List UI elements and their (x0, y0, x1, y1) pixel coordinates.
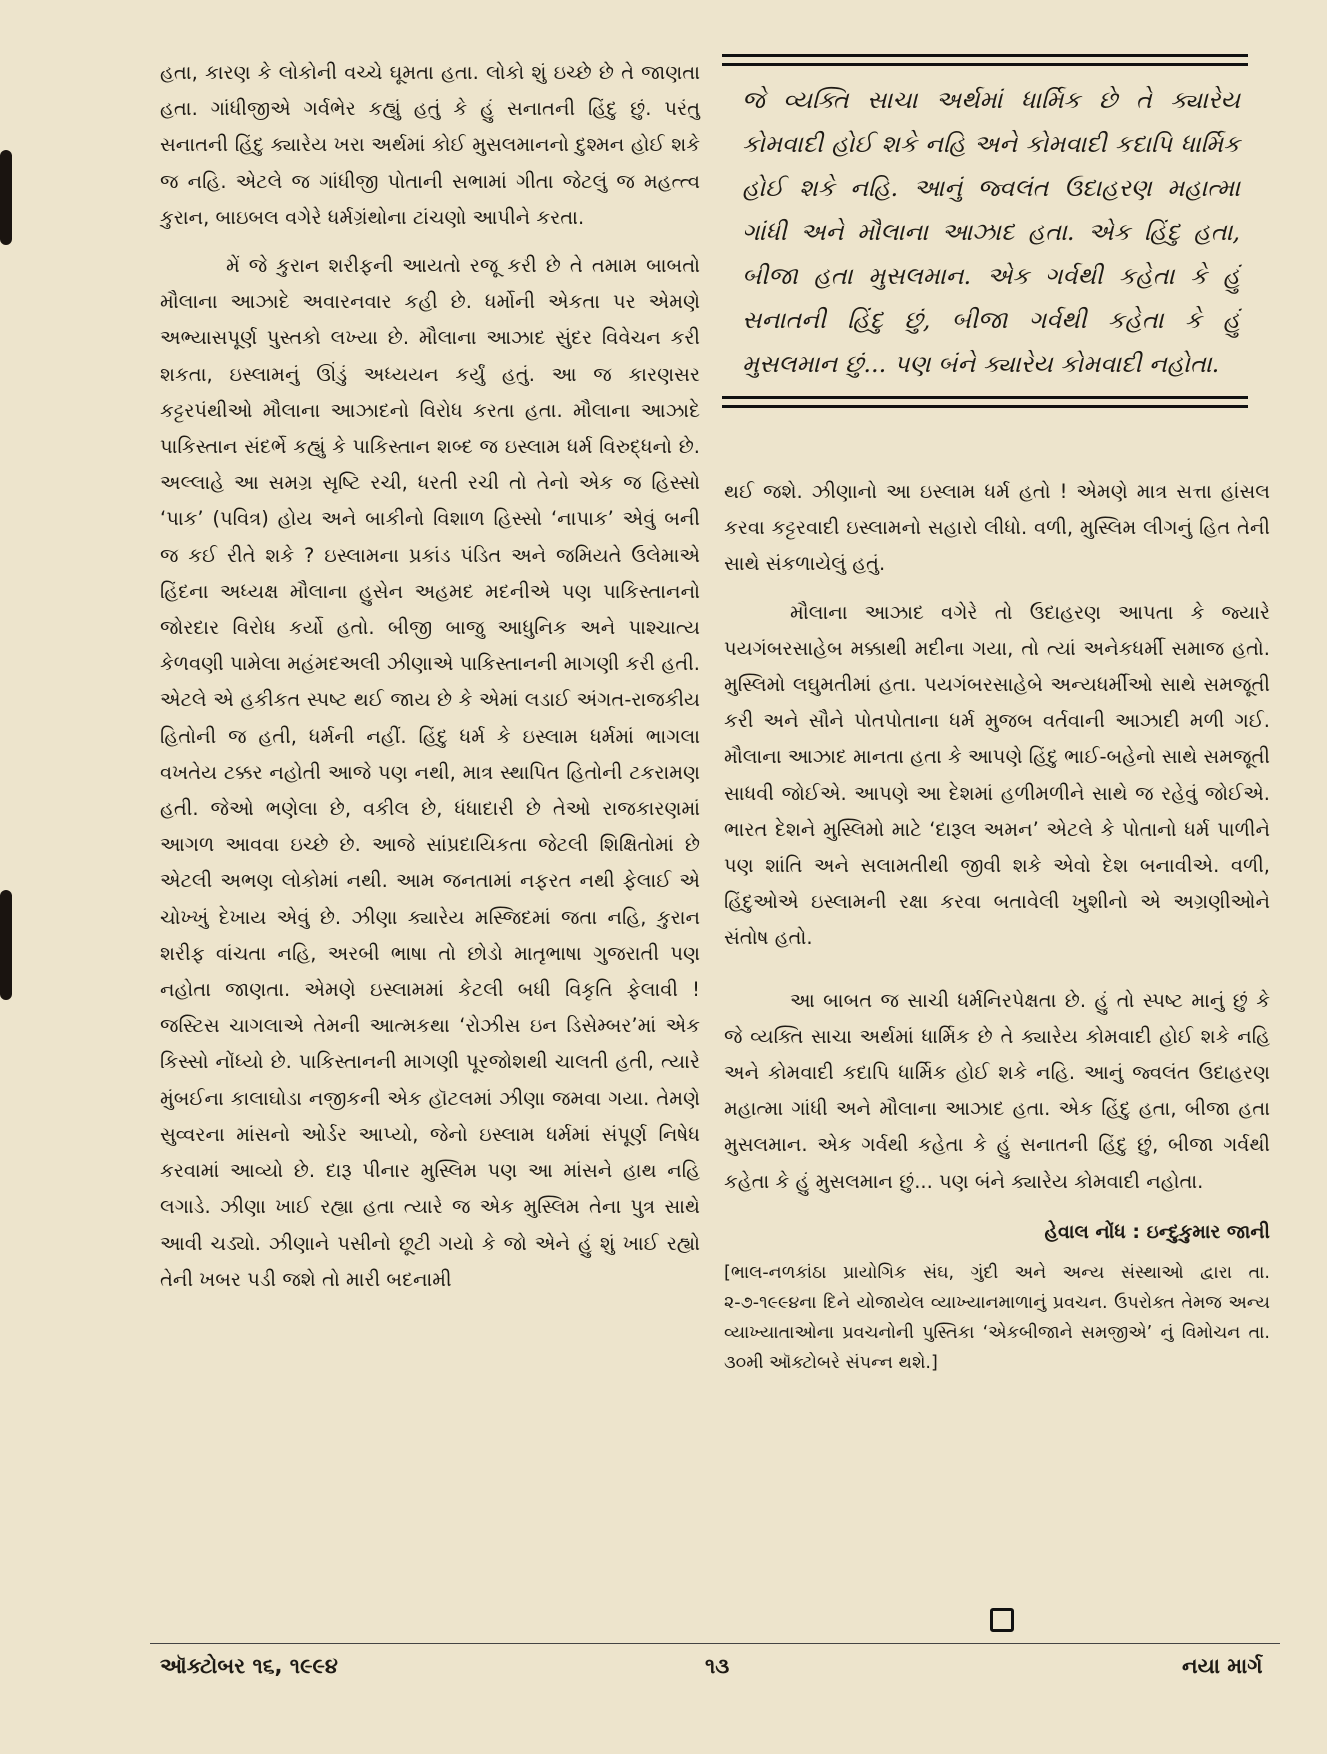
end-of-article-icon (990, 1608, 1014, 1632)
body-paragraph: આ બાબત જ સાચી ધર્મનિરપેક્ષતા છે. હું તો સ્પષ્ટ માનું છું કે જે વ્યક્તિ સાચા અર્થમાં ધાર્મિક છે તે ક્યારેય કોમવાદી હોઈ શકે નહિ અને કોમવાદી કદાપિ ધાર્મિક હોઈ શકે નહિ. આનું જ્વલંત ઉદાહરણ મહાત્મા ગાંધી અને મૌલાના આઝાદ હતા. એક હિંદુ હતા, બીજા હતા મુસલમાન. એક ગર્વથી કહેતા કે હું સનાતની હિંદુ છું, બીજા ગર્વથી કહેતા કે હું મુસલમાન છું... પણ બંને ક્યારેય કોમવાદી નહોતા. (724, 988, 1270, 1193)
issue-date: ઑક્ટોબર ૧૬, ૧૯૯૪ (160, 1654, 338, 1678)
pull-quote-top-rule (722, 54, 1248, 66)
pull-quote: જે વ્યક્તિ સાચા અર્થમાં ધાર્મિક છે તે ક્યારેય કોમવાદી હોઈ શકે નહિ અને કોમવાદી કદાપિ ધાર્મિક હોઈ શકે નહિ. આનું જ્વલંત ઉદાહરણ મહાત્મા ગાંધી અને મૌલાના આઝાદ હતા. એક હિંદુ હતા, બીજા હતા મુસલમાન. એક ગર્વથી કહેતા કે હું સનાતની હિંદુ છું, બીજા ગર્વથી કહેતા કે હું મુસલમાન છું... પણ બંને ક્યારેય કોમવાદી નહોતા. (742, 86, 1240, 378)
left-column (160, 55, 700, 1298)
footer-divider (150, 1643, 1280, 1644)
body-paragraph: મેં જે કુરાન શરીફની આયતો રજૂ કરી છે તે તમામ બાબતો મૌલાના આઝાદે અવારનવાર કહી છે. ધર્મોની એકતા પર એમણે અભ્યાસપૂર્ણ પુસ્તકો લખ્યા છે. મૌલાના આઝાદ સુંદર વિવેચન કરી શકતા, ઇસ્લામનું ઊંડું અધ્યયન કર્યું હતું. આ જ કારણસર કટ્ટરપંથીઓ મૌલાના આઝાદનો વિરોધ કરતા હતા. મૌલાના આઝાદે પાકિસ્તાન સંદર્ભે કહ્યું કે પાકિસ્તાન શબ્દ જ ઇસ્લામ ધર્મ વિરુદ્ધનો છે. અલ્લાહે આ સમગ્ર સૃષ્ટિ રચી, ધરતી રચી તો તેનો એક જ હિસ્સો ‘પાક’ (પવિત્ર) હોય અને બાકીનો વિશાળ હિસ્સો ‘નાપાક’ એવું બની જ કઈ રીતે શકે ? ઇસ્લામના પ્રકાંડ પંડિત અને જમિયતે ઉલેમાએ હિંદના અધ્યક્ષ મૌલાના હુસેન અહમદ મદનીએ પણ પાકિસ્તાનનો જોરદાર વિરોધ કર્યો હતો. બીજી બાજુ આધુનિક અને પાશ્ચાત્ય કેળવણી પામેલા મહંમદઅલી ઝીણાએ પાકિસ્તાનની માગણી કરી હતી. એટલે એ હકીકત સ્પષ્ટ થઈ જાય છે કે એમાં લડાઈ અંગત-રાજકીય હિતોની જ હતી, ધર્મની નહીં. હિંદુ ધર્મ કે ઇસ્લામ ધર્મમાં ભાગલા વખતેય ટક્કર નહોતી આજે પણ નથી, માત્ર સ્થાપિત હિતોની ટકરામણ હતી. જેઓ ભણેલા છે, વકીલ છે, ધંધાદારી છે તેઓ રાજકારણમાં આગળ આવવા ઇચ્છે છે. આજે સાંપ્રદાયિકતા જેટલી શિક્ષિતોમાં છે એટલી અભણ લોકોમાં નથી. આમ જનતામાં નફરત નથી ફેલાઈ એ ચોખ્ખું દેખાય એવું છે. ઝીણા ક્યારેય મસ્જિદમાં જતા નહિ, કુરાન શરીફ વાંચતા નહિ, અરબી ભાષા તો છોડો માતૃભાષા ગુજરાતી પણ નહોતા જાણતા. એમણે ઇસ્લામમાં કેટલી બધી વિકૃતિ ફેલાવી ! જસ્ટિસ ચાગલાએ તેમની આત્મકથા ‘રોઝીસ ઇન ડિસેમ્બર’માં એક કિસ્સો નોંધ્યો છે. પાકિસ્તાનની માગણી પૂરજોશથી ચાલતી હતી, ત્યારે મુંબઈના કાલાઘોડા નજીકની એક હૉટલમાં ઝીણા જમવા ગયા. તેમણે સુવ્વરના માંસનો ઓર્ડર આપ્યો, જેનો ઇસ્લામ ધર્મમાં સંપૂર્ણ નિષેધ કરવામાં આવ્યો છે. દારૂ પીનાર મુસ્લિમ પણ આ માંસને હાથ નહિ લગાડે. ઝીણા ખાઈ રહ્યા હતા ત્યારે જ એક મુસ્લિમ તેના પુત્ર સાથે આવી ચડ્યો. ઝીણાને પસીનો છૂટી ગયો કે જો એને હું શું ખાઈ રહ્યો તેની ખબર પડી જશે તો મારી બદનામી (160, 254, 700, 1291)
body-paragraph: હતા, કારણ કે લોકોની વચ્ચે ઘૂમતા હતા. લોકો શું ઇચ્છે છે તે જાણતા હતા. ગાંધીજીએ ગર્વભેર કહ્યું હતું કે હું સનાતની હિંદુ છું. પરંતુ સનાતની હિંદુ ક્યારેય ખરા અર્થમાં કોઈ મુસલમાનનો દુશ્મન હોઈ શકે જ નહિ. એટલે જ ગાંધીજી પોતાની સભામાં ગીતા જેટલું જ મહત્ત્વ કુરાન, બાઇબલ વગેરે ધર્મગ્રંથોના ટાંચણો આપીને કરતા. (160, 61, 700, 229)
right-column (724, 474, 1270, 1378)
body-paragraph: થઈ જશે. ઝીણાનો આ ઇસ્લામ ધર્મ હતો ! એમણે માત્ર સત્તા હાંસલ કરવા કટ્ટરવાદી ઇસ્લામનો સહારો લીધો. વળી, મુસ્લિમ લીગનું હિત તેની સાથે સંકળાયેલું હતું. (724, 480, 1270, 576)
editor-note: [ભાલ-નળકાંઠા પ્રાયોગિક સંઘ, ગુંદી અને અન્ય સંસ્થાઓ દ્વારા તા. ૨-૭-૧૯૯૪ના દિને યોજાયેલ વ્યાખ્યાનમાળાનું પ્રવચન. ઉપરોક્ત તેમજ અન્ય વ્યાખ્યાતાઓના પ્રવચનોની પુસ્તિકા ‘એકબીજાને સમજીએ’ નું વિમોચન તા. ૩૦મી ઑક્ટોબરે સંપન્ન થશે.] (724, 1263, 1270, 1374)
page-number: ૧૩ (705, 1654, 730, 1678)
scan-edge-mark (0, 890, 12, 1000)
publication-name: નયા માર્ગ (1182, 1654, 1263, 1678)
pull-quote-bottom-rule (722, 396, 1248, 408)
body-paragraph: મૌલાના આઝાદ વગેરે તો ઉદાહરણ આપતા કે જ્યારે પયગંબરસાહેબ મક્કાથી મદીના ગયા, તો ત્યાં અનેકધર્મી સમાજ હતો. મુસ્લિમો લઘુમતીમાં હતા. પયગંબરસાહેબે અન્યધર્મીઓ સાથે સમજૂતી કરી અને સૌને પોતપોતાના ધર્મ મુજબ વર્તવાની આઝાદી મળી ગઈ. મૌલાના આઝાદ માનતા હતા કે આપણે હિંદુ ભાઈ-બહેનો સાથે સમજૂતી સાધવી જોઈએ. આપણે આ દેશમાં હળીમળીને સાથે જ રહેવું જોઈએ. ભારત દેશને મુસ્લિમો માટે ‘દારૂલ અમન’ એટલે કે પોતાનો ધર્મ પાળીને પણ શાંતિ અને સલામતીથી જીવી શકે એવો દેશ બનાવીએ. વળી, હિંદુઓએ ઇસ્લામની રક્ષા કરવા બતાવેલી ખુશીનો એ અગ્રણીઓને સંતોષ હતો. (724, 600, 1270, 950)
pull-quote-box (722, 54, 1248, 408)
scan-edge-mark (0, 150, 12, 245)
report-byline: હેવાલ નોંધ : ઇન્દુકુમાર જાની (1044, 1220, 1270, 1243)
